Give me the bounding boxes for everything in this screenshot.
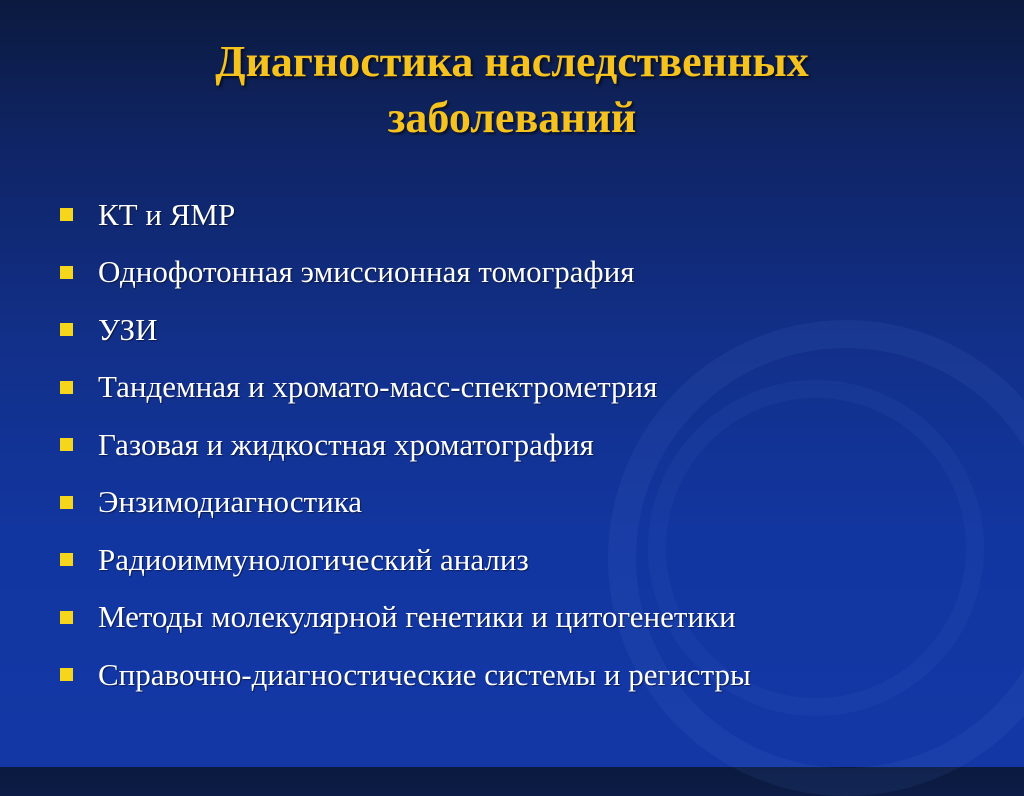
- list-item: [60, 301, 751, 359]
- list-item-text: Радиоиммунологический анализ: [98, 541, 529, 577]
- list-item: [60, 244, 751, 302]
- square-bullet-icon: [60, 611, 73, 624]
- list-item-text: Однофотонная эмиссионная томография: [98, 254, 635, 290]
- square-bullet-icon: [60, 553, 73, 566]
- list-item: [60, 416, 751, 474]
- list-item-text: Методы молекулярной генетики и цитогенетики: [98, 599, 736, 635]
- list-item-text: Газовая и жидкостная хроматография: [98, 426, 594, 462]
- list-item: [60, 646, 751, 704]
- square-bullet-icon: [60, 208, 73, 221]
- list-item-text: Справочно-диагностические системы и регистры: [98, 656, 751, 692]
- slide-title: [0, 34, 1024, 146]
- square-bullet-icon: [60, 496, 73, 509]
- list-item-text: Тандемная и хромато-масс-спектрометрия: [98, 369, 658, 405]
- list-item-text: УЗИ: [98, 311, 158, 347]
- list-item: [60, 474, 751, 532]
- list-item: [60, 186, 751, 244]
- square-bullet-icon: [60, 323, 73, 336]
- slide-title-line-2: заболеваний: [387, 93, 637, 142]
- square-bullet-icon: [60, 266, 73, 279]
- list-item: [60, 589, 751, 647]
- list-item: [60, 531, 751, 589]
- square-bullet-icon: [60, 381, 73, 394]
- list-item-text: КТ и ЯМР: [98, 196, 236, 232]
- square-bullet-icon: [60, 668, 73, 681]
- square-bullet-icon: [60, 438, 73, 451]
- bullet-list: [60, 186, 751, 704]
- list-item: [60, 359, 751, 417]
- slide-title-line-1: Диагностика наследственных: [215, 37, 809, 86]
- list-item-text: Энзимодиагностика: [98, 484, 363, 520]
